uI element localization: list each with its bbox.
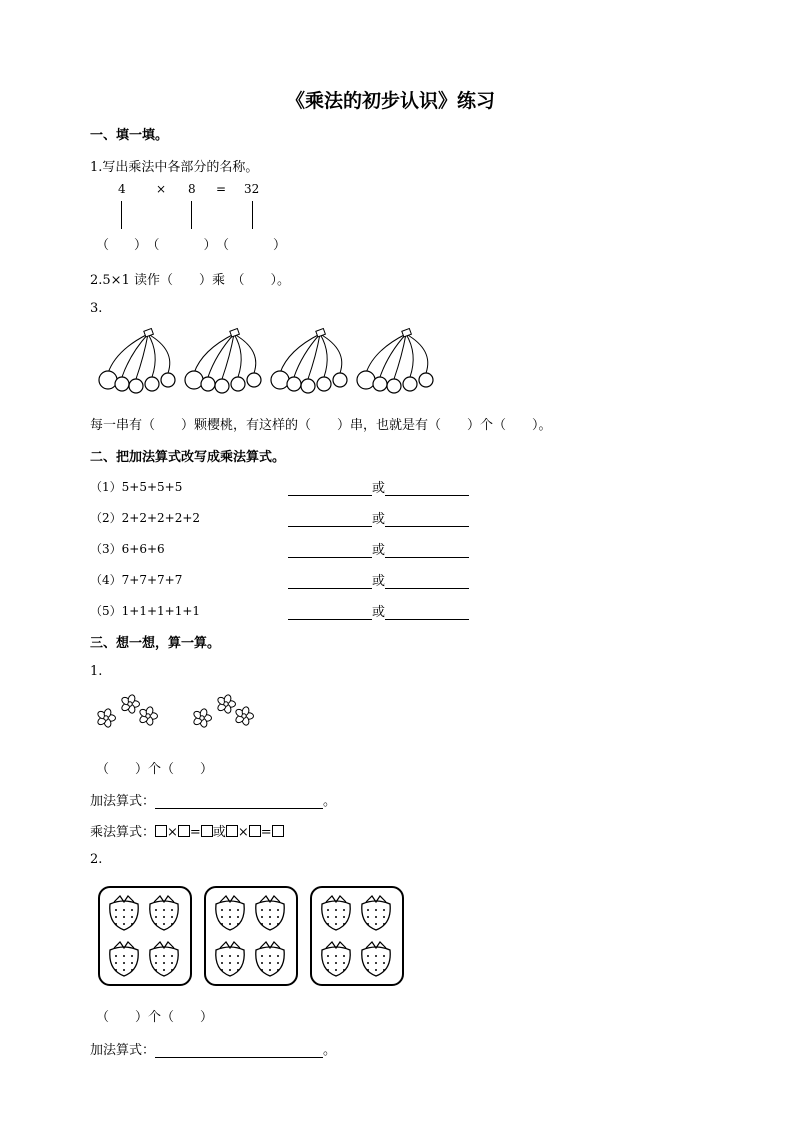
answer-field-2[interactable]: [385, 605, 469, 620]
name-blanks[interactable]: （ ）（ ）（ ）: [96, 238, 293, 253]
rewrite-answer-row: [288, 539, 469, 558]
cherry: [271, 371, 289, 389]
strawberry: [110, 896, 138, 930]
rewrite-answer-row: [288, 508, 469, 527]
pointer-line-c: [252, 201, 253, 229]
strawberry: [322, 942, 350, 976]
rewrite-answer-row: [288, 570, 469, 589]
addition-answer-field[interactable]: [155, 1043, 323, 1058]
cherry: [201, 377, 215, 391]
flower: [120, 694, 139, 714]
equals-sign: =: [260, 825, 272, 840]
answer-box[interactable]: [272, 825, 284, 837]
strawberry-box: [98, 886, 192, 986]
question-1-2: 2.5×1 读作（ ）乘 （ ）。: [90, 273, 290, 288]
answer-box[interactable]: [178, 825, 190, 837]
pointer-line-a: [121, 201, 122, 229]
factor-b: 8: [188, 182, 196, 196]
times-sign: ×: [237, 825, 249, 840]
addition-answer-field[interactable]: [155, 794, 323, 809]
strawberry: [216, 942, 244, 976]
or-word: 或: [372, 512, 386, 527]
addition-label: 加法算式：: [90, 794, 156, 809]
question-3-1-label: 1.: [90, 664, 103, 679]
strawberry: [150, 942, 178, 976]
cherry-bunch: [271, 329, 347, 393]
period: 。: [323, 794, 337, 809]
cherry: [247, 373, 261, 387]
strawberry: [362, 942, 390, 976]
equals-sign: =: [189, 825, 201, 840]
cherry: [287, 377, 301, 391]
flower: [96, 708, 115, 728]
question-3-2-blank[interactable]: （ ）个（ ）: [96, 1010, 214, 1025]
cherry: [231, 377, 245, 391]
strawberry: [256, 942, 284, 976]
period: 。: [323, 1043, 337, 1058]
cherry: [115, 377, 129, 391]
cherry: [161, 373, 175, 387]
cherry: [185, 371, 203, 389]
cherry-bunch: [99, 329, 175, 393]
strawberry: [110, 942, 138, 976]
or-word: 或: [372, 605, 386, 620]
question-1-1: 1.写出乘法中各部分的名称。: [90, 160, 259, 175]
flower: [216, 694, 235, 714]
cherry: [373, 377, 387, 391]
strawberry: [256, 896, 284, 930]
answer-field-2[interactable]: [385, 574, 469, 589]
cherry: [419, 373, 433, 387]
pointer-line-b: [191, 201, 192, 229]
addition-expression: （3）6+6+6: [90, 542, 165, 556]
addition-expression: （4）7+7+7+7: [90, 573, 183, 587]
or-word: 或: [372, 481, 386, 496]
question-3-1-blank[interactable]: （ ）个（ ）: [96, 762, 214, 777]
cherry: [129, 379, 143, 393]
or-word: 或: [212, 825, 226, 840]
section-3-heading: 三、想一想，算一算。: [90, 636, 221, 651]
equals-sign: =: [216, 182, 227, 196]
strawberry: [362, 896, 390, 930]
times-sign: ×: [167, 825, 178, 840]
addition-expression: （1）5+5+5+5: [90, 480, 183, 494]
cherry: [403, 377, 417, 391]
strawberry-box: [204, 886, 298, 986]
cherry: [99, 371, 117, 389]
section-2-heading: 二、把加法算式改写成乘法算式。: [90, 450, 286, 465]
answer-box[interactable]: [226, 825, 238, 837]
question-1-3-label: 3.: [90, 301, 103, 316]
answer-field-1[interactable]: [288, 574, 372, 589]
page-title: 《乘法的初步认识》练习: [286, 90, 496, 112]
answer-field-1[interactable]: [288, 543, 372, 558]
flower: [138, 706, 157, 726]
rewrite-answer-row: [288, 477, 469, 496]
answer-box[interactable]: [249, 825, 261, 837]
cherry: [145, 377, 159, 391]
cherry-bunches-illustration: [90, 328, 450, 400]
addition-line-1: [90, 790, 336, 809]
cherry: [387, 379, 401, 393]
strawberry: [322, 896, 350, 930]
addition-line-2: [90, 1039, 336, 1058]
answer-field-1[interactable]: [288, 605, 372, 620]
addition-expression: （5）1+1+1+1+1: [90, 604, 201, 618]
multiplication-label: 乘法算式：: [90, 825, 156, 840]
answer-field-1[interactable]: [288, 512, 372, 527]
cherry: [215, 379, 229, 393]
answer-field-2[interactable]: [385, 543, 469, 558]
flower: [192, 708, 211, 728]
cherry: [333, 373, 347, 387]
answer-field-2[interactable]: [385, 512, 469, 527]
cherry-bunch: [357, 329, 433, 393]
cherry: [317, 377, 331, 391]
times-sign: ×: [156, 182, 167, 196]
factor-a: 4: [118, 182, 126, 196]
flower: [234, 706, 253, 726]
flower-group: [192, 694, 253, 728]
rewrite-answer-row: [288, 601, 469, 620]
cherry-bunch: [185, 329, 261, 393]
section-1-heading: 一、填一填。: [90, 128, 169, 143]
or-word: 或: [372, 574, 386, 589]
strawberry: [216, 896, 244, 930]
flower-groups-illustration: [96, 694, 266, 734]
question-3-2-label: 2.: [90, 852, 103, 867]
addition-expression: （2）2+2+2+2+2: [90, 511, 201, 525]
answer-box[interactable]: [201, 825, 213, 837]
multiplication-line: [90, 821, 284, 840]
question-1-3-text: 每一串有（ ）颗樱桃，有这样的（ ）串，也就是有（ ）个（ ）。: [90, 418, 552, 433]
cherry: [357, 371, 375, 389]
flower-group: [96, 694, 157, 728]
strawberry: [150, 896, 178, 930]
cherry: [301, 379, 315, 393]
or-word: 或: [372, 543, 386, 558]
addition-label: 加法算式：: [90, 1043, 156, 1058]
answer-field-1[interactable]: [288, 481, 372, 496]
answer-box[interactable]: [155, 825, 167, 837]
answer-field-2[interactable]: [385, 481, 469, 496]
product: 32: [244, 182, 260, 196]
strawberry-box: [310, 886, 404, 986]
